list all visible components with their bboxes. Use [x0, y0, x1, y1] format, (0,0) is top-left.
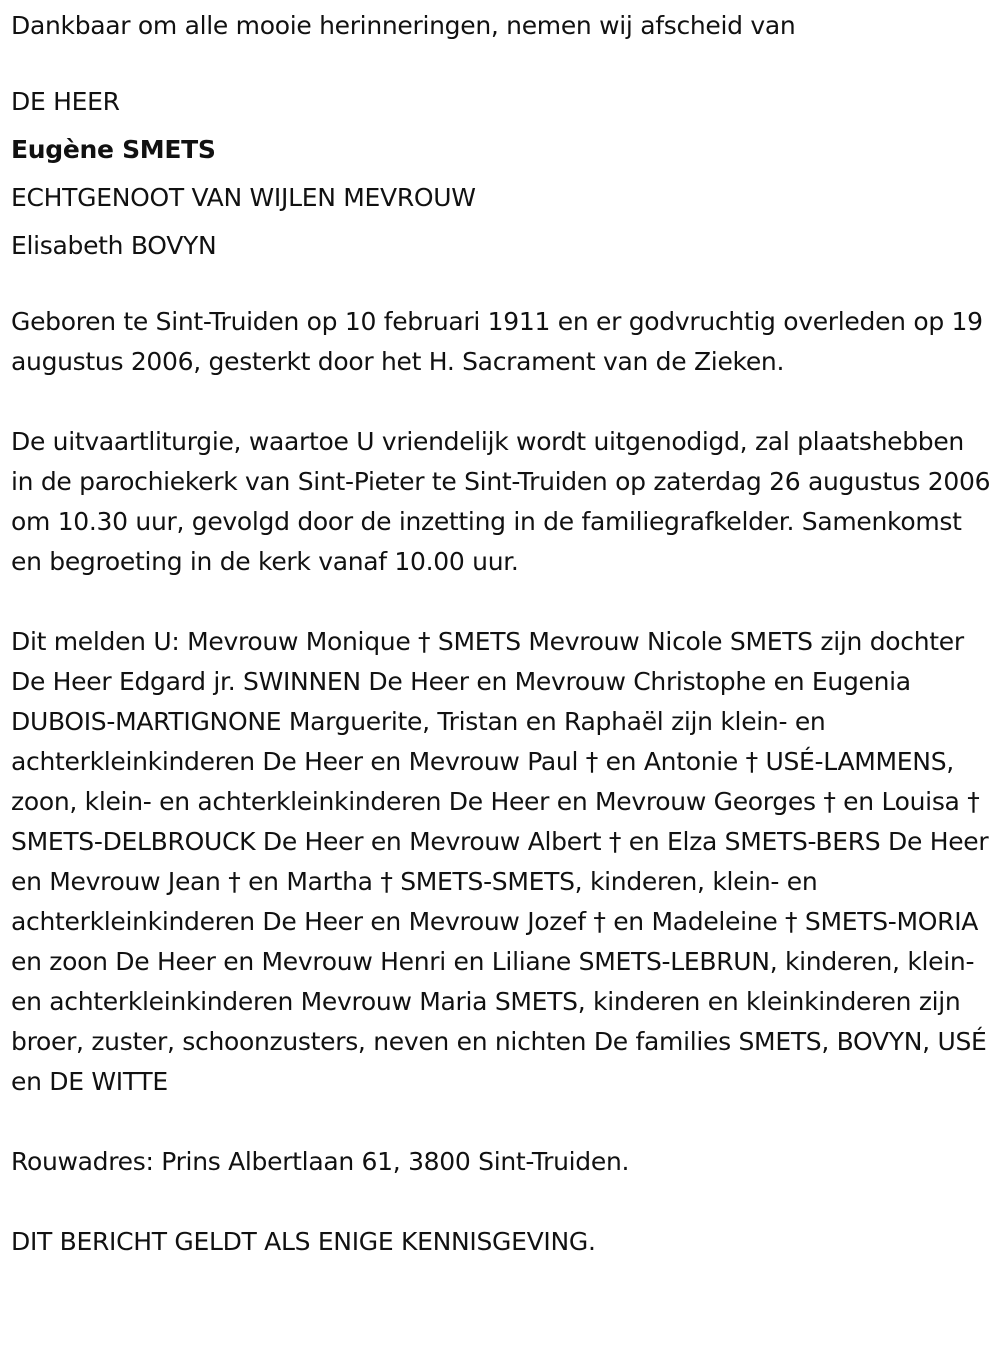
spouse-name: Elisabeth BOVYN: [11, 231, 217, 260]
intro-text: Dankbaar om alle mooie herinneringen, nemen wij afscheid van: [11, 11, 796, 40]
deceased-name: Eugène SMETS: [11, 135, 216, 164]
spouse-label: ECHTGENOOT VAN WIJLEN MEVROUW: [11, 183, 476, 212]
family-list: Dit melden U: Mevrouw Monique † SMETS Mevrouw Nicole SMETS zijn dochter De Heer Edgard jr. SWINNEN De Heer en Mevrouw Christophe en Eugenia DUBOIS-MARTIGNONE Marguerite, Tristan en Raphaël zijn klein- en achterkleinkinderen De Heer en Mevrouw Paul † en Antonie † USÉ-LAMMENS, zoon, klein- en achterkleinkinderen De Heer en Mevrouw Georges † en Louisa † SMETS-DELBROUCK De Heer en Mevrouw Albert † en Elza SMETS-BERS De Heer en Mevrouw Jean † en Martha † SMETS-SMETS, kinderen, klein- en achterkleinkinderen De Heer en Mevrouw Jozef † en Madeleine † SMETS-MORIA en zoon De Heer en Mevrouw Henri en Liliane SMETS-LEBRUN, kinderen, klein- en achterkleinkinderen Mevrouw Maria SMETS, kinderen en kleinkinderen zijn broer, zuster, schoonzusters, neven en nichten De families SMETS, BOVYN, USÉ en DE WITTE: [11, 627, 989, 1096]
funeral-text: De uitvaartliturgie, waartoe U vriendelijk wordt uitgenodigd, zal plaatshebben in de parochiekerk van Sint-Pieter te Sint-Truiden op zaterdag 26 augustus 2006 om 10.30 uur, gevolgd door de inzetting in de familiegrafkelder. Samenkomst en begroeting in de kerk vanaf 10.00 uur.: [11, 427, 991, 576]
honorific: DE HEER: [11, 87, 120, 116]
mourning-address: Rouwadres: Prins Albertlaan 61, 3800 Sint-Truiden.: [11, 1147, 630, 1176]
birth-death-text: Geboren te Sint-Truiden op 10 februari 1911 en er godvruchtig overleden op 19 augustus 2006, gesterkt door het H. Sacrament van de Zieken.: [11, 307, 983, 376]
notice-text: DIT BERICHT GELDT ALS ENIGE KENNISGEVING.: [11, 1227, 596, 1256]
deceased-heading: [11, 78, 991, 270]
obituary-notice: [11, 0, 991, 1262]
